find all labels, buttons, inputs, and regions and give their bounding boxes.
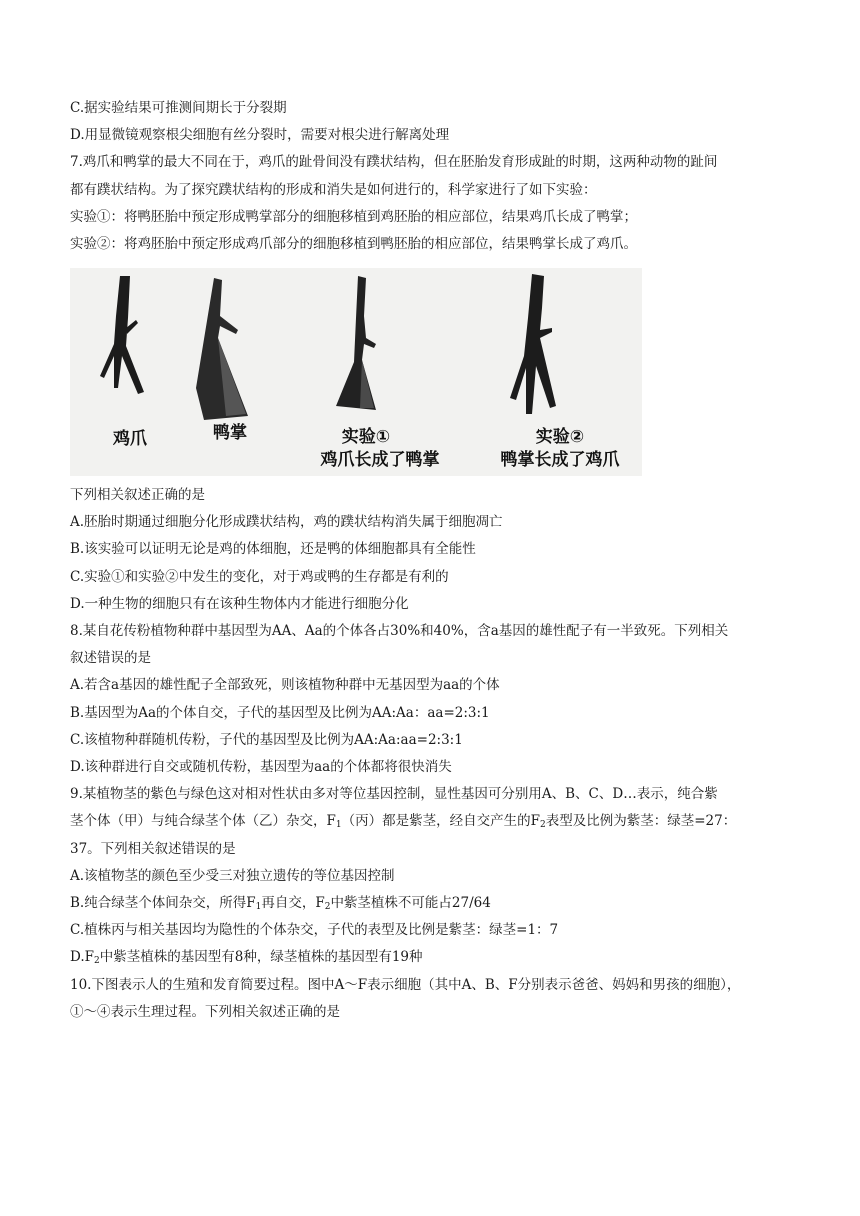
q9-option-d bbox=[70, 947, 423, 971]
q7-experiment-1: 实验①：将鸭胚胎中预定形成鸭掌部分的细胞移植到鸡胚胎的相应部位，结果鸡爪长成了鸭掌； bbox=[70, 209, 637, 225]
experiment-1-label: 实验① bbox=[341, 427, 391, 447]
q9-b-part1: B.纯合绿茎个体间杂交，所得F bbox=[70, 895, 256, 911]
q8-stem-line-1: 8.某自花传粉植物种群中基因型为AA、Aa的个体各占30%和40%，含a基因的雄性配子有一半致死。下列相关 bbox=[70, 623, 729, 639]
q7-stem-line-1: 7.鸡爪和鸭掌的最大不同在于，鸡爪的趾骨间没有蹼状结构，但在胚胎发育形成趾的时期，这两种动物的趾间 bbox=[70, 154, 718, 170]
q7-option-b: B.该实验可以证明无论是鸡的体细胞，还是鸭的体细胞都具有全能性 bbox=[70, 541, 476, 557]
q9-b-sub2: 2 bbox=[324, 902, 331, 912]
q9-stem-line-2 bbox=[70, 811, 736, 835]
q8-option-d: D.该种群进行自交或随机传粉，基因型为aa的个体都将很快消失 bbox=[70, 759, 452, 775]
chicken-foot-label: 鸡爪 bbox=[113, 429, 147, 449]
q8-option-a: A.若含a基因的雄性配子全部致死，则该植物种群中无基因型为aa的个体 bbox=[70, 677, 500, 693]
q8-stem-line-2: 叙述错误的是 bbox=[70, 650, 151, 666]
q9-line2-part2: （丙）都是紫茎，经自交产生的F bbox=[341, 813, 540, 829]
q9-option-c: C.植株丙与相关基因均为隐性的个体杂交，子代的表型及比例是紫茎：绿茎=1：7 bbox=[70, 922, 559, 938]
q7-stem-line-2: 都有蹼状结构。为了探究蹼状结构的形成和消失是如何进行的，科学家进行了如下实验： bbox=[70, 182, 597, 198]
chicken-foot-drawing bbox=[100, 276, 144, 394]
q7-option-c: C.实验①和实验②中发生的变化，对于鸡或鸭的生存都是有利的 bbox=[70, 569, 449, 585]
q9-option-b bbox=[70, 893, 491, 917]
q9-stem-line-3: 37。下列相关叙述错误的是 bbox=[70, 841, 236, 857]
q9-line2-sub1: 1 bbox=[335, 820, 342, 830]
q7-option-d: D.一种生物的细胞只有在该种生物体内才能进行细胞分化 bbox=[70, 596, 409, 612]
q6-option-d: D.用显微镜观察根尖细胞有丝分裂时，需要对根尖进行解离处理 bbox=[70, 127, 450, 143]
experiment-1-result-label: 鸡爪长成了鸭掌 bbox=[320, 450, 440, 470]
foot-experiment-figure bbox=[70, 268, 642, 476]
experiment-2-foot-drawing bbox=[510, 274, 556, 414]
q6-option-c: C.据实验结果可推测间期长于分裂期 bbox=[70, 100, 287, 116]
duck-foot-drawing bbox=[196, 278, 248, 420]
experiment-2-result-label: 鸭掌长成了鸡爪 bbox=[500, 450, 620, 470]
q8-option-c: C.该植物种群随机传粉，子代的基因型及比例为AA:Aa:aa=2:3:1 bbox=[70, 732, 463, 748]
foot-illustration bbox=[70, 268, 642, 476]
experiment-1-foot-drawing bbox=[336, 276, 376, 410]
q9-option-a: A.该植物茎的颜色至少受三对独立遗传的等位基因控制 bbox=[70, 868, 395, 884]
q9-b-part2: 再自交，F bbox=[261, 895, 325, 911]
q9-line2-sub2: 2 bbox=[539, 820, 546, 830]
q7-option-a: A.胚胎时期通过细胞分化形成蹼状结构，鸡的蹼状结构消失属于细胞凋亡 bbox=[70, 514, 503, 530]
experiment-2-label: 实验② bbox=[535, 427, 585, 447]
q9-d-part1: D.F bbox=[70, 949, 95, 965]
duck-foot-label: 鸭掌 bbox=[213, 423, 247, 443]
q9-d-part2: 中紫茎植株的基因型有8种，绿茎植株的基因型有19种 bbox=[99, 949, 423, 965]
q10-stem-line-2: ①～④表示生理过程。下列相关叙述正确的是 bbox=[70, 1004, 340, 1020]
q9-line2-part1: 茎个体（甲）与纯合绿茎个体（乙）杂交，F bbox=[70, 813, 336, 829]
q9-line2-part3: 表型及比例为紫茎：绿茎=27： bbox=[545, 813, 737, 829]
q7-question: 下列相关叙述正确的是 bbox=[70, 487, 205, 503]
q9-stem-line-1: 9.某植物茎的紫色与绿色这对相对性状由多对等位基因控制，显性基因可分别用A、B、C、D…表示，纯合紫 bbox=[70, 786, 718, 802]
q10-stem-line-1: 10.下图表示人的生殖和发育简要过程。图中A～F表示细胞（其中A、B、F分别表示爸爸、妈妈和男孩的细胞）， bbox=[70, 977, 741, 993]
q8-option-b: B.基因型为Aa的个体自交，子代的基因型及比例为AA:Aa：aa=2:3:1 bbox=[70, 705, 490, 721]
q9-b-part3: 中紫茎植株不可能占27/64 bbox=[330, 895, 491, 911]
q9-b-sub1: 1 bbox=[255, 902, 262, 912]
q9-d-sub1: 2 bbox=[94, 956, 100, 966]
q7-experiment-2: 实验②：将鸡胚胎中预定形成鸡爪部分的细胞移植到鸭胚胎的相应部位，结果鸭掌长成了鸡爪。 bbox=[70, 236, 637, 252]
